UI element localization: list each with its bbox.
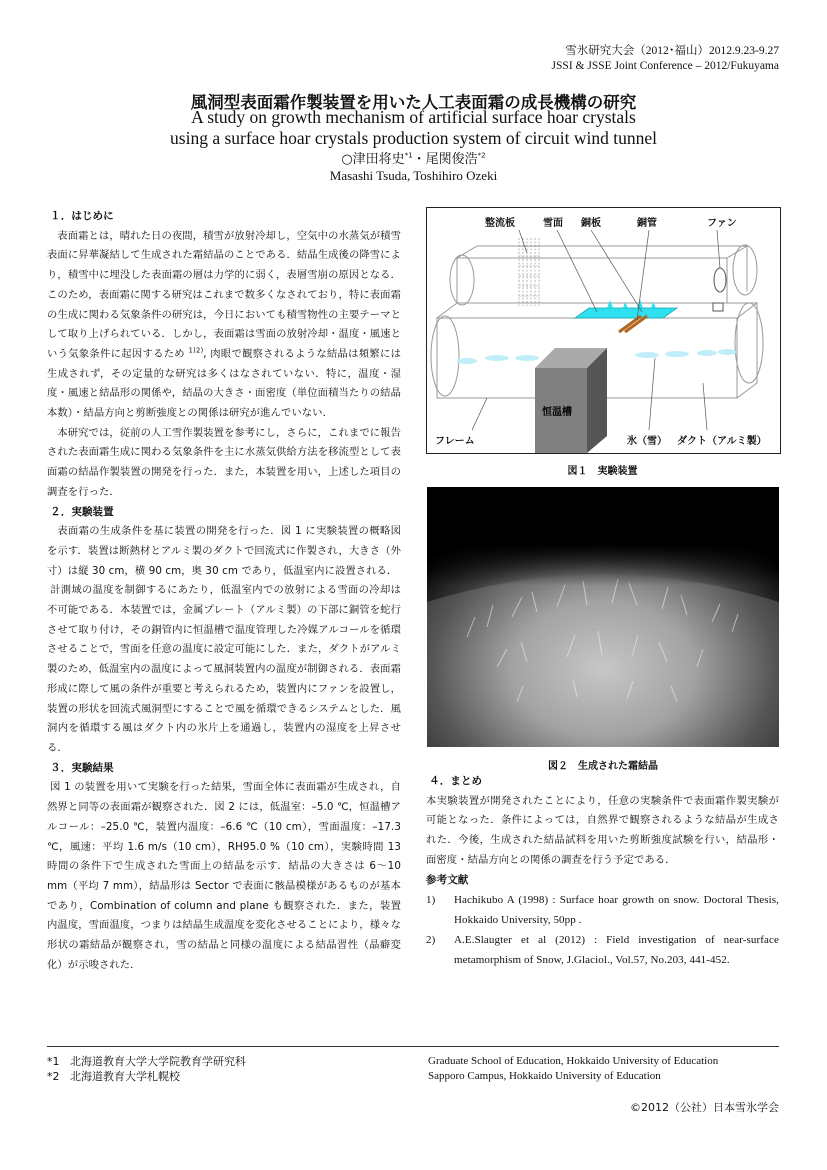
label-copper-plate: 銅板 <box>581 218 601 229</box>
author-tsuda-affil: *1 <box>404 151 413 160</box>
title-en-line1: A study on growth mechanism of artificial surface hoar crystals <box>191 107 636 127</box>
right-column <box>426 772 779 970</box>
copyright: ©2012（公社）日本雪氷学会 <box>630 1101 779 1114</box>
reference-item <box>426 930 779 970</box>
footnote-2-mark: *2 <box>47 1070 60 1083</box>
reference-item <box>426 890 779 930</box>
reference-text: A.E.Slaugter et al (2012) : Field investigation of near-surface metamorphism of Snow, J.Glaciol., Vol.57, No.203, 441-452. <box>454 934 779 967</box>
label-thermostat: 恒温槽 <box>542 407 572 418</box>
section-2-heading: ２．実験装置 <box>50 505 114 518</box>
figure-2-photo <box>427 487 779 747</box>
intro-text-a: 表面霜とは，晴れた日の夜間，積雪が放射冷却し，空気中の水蒸気が積雪表面に昇華凝結して生成された霜結晶のことである．結晶生成後の降雪により，積雪中に埋没した表面霜の層は力学的に弱く，表層雪崩の原因となる．このため，表面霜に関する研究はこれまで数多くなされており，特に表面霜の生成に関わる気象条件の研究は，今日においても積雪物性の主要テーマとして取り上げられている．しかし，表面霜は雪面の放射冷却・温度・風速という気象条件に起因するため <box>47 229 401 360</box>
footnote-divider <box>47 1046 779 1047</box>
authors-jp <box>0 148 827 167</box>
footnote-2-jp: 北海道教育大学札幌校 <box>70 1070 180 1083</box>
footnote-1 <box>47 1054 246 1069</box>
title-jp: 風洞型表面霜作製装置を用いた人工表面霜の成長機構の研究 <box>190 93 637 112</box>
paragraph-intro-2: 本研究では，従前の人工雪作製装置を参考にし，さらに，これまでに報告された表面霜生成に関わる気象条件を主に水蒸気供給方法を移流型として表面霜の結晶作製装置の開発を行った．また，本装置を用い，上述した項目の調査を行った． <box>47 426 401 498</box>
label-duct: ダクト（アルミ製） <box>677 436 767 447</box>
left-column <box>47 207 401 975</box>
figure-2-caption: 図２ 生成された霜結晶 <box>548 761 658 772</box>
reference-number: 1) <box>426 894 436 907</box>
label-ice: 氷（雪） <box>627 436 667 447</box>
figure-1-diagram <box>426 207 781 454</box>
apparatus-diagram <box>427 208 780 453</box>
paragraph-intro-1 <box>47 227 401 424</box>
conference-en: JSSI & JSSE Joint Conference – 2012/Fukuyama <box>551 60 779 72</box>
references-heading: 参考文献 <box>426 873 469 886</box>
figure-1-caption: 図１ 実験装置 <box>567 466 638 477</box>
paragraph-summary: 本実験装置が開発されたことにより，任意の実験条件で表面霜作製実験が可能となった．条件によっては，自然界で観察されるような結晶が生成された．今後，生成された結晶試料を用いた剪断強度試験を行い，結晶形・面密度・結晶方向との関係の調査を行う予定である． <box>426 794 779 866</box>
reference-text: Hachikubo A (1998) : Surface hoar growth on snow. Doctoral Thesis, Hokkaido University, 50pp . <box>454 894 779 927</box>
author-ozeki-affil: *2 <box>477 151 486 160</box>
section-3-heading: ３．実験結果 <box>50 761 114 774</box>
reference-list <box>426 890 779 970</box>
footnote-1-mark: *1 <box>47 1055 60 1068</box>
footnote-1-en: Graduate School of Education, Hokkaido University of Education <box>428 1055 719 1067</box>
label-copper-pipe: 銅管 <box>637 218 657 229</box>
footnote-1-jp: 北海道教育大学大学院教育学研究科 <box>70 1055 246 1068</box>
label-straightener: 整流板 <box>485 218 515 229</box>
author-ozeki: ・尾関俊浩 <box>412 152 478 167</box>
snow-plate-shape <box>575 308 677 318</box>
section-1-heading: １．はじめに <box>50 210 114 222</box>
paragraph-apparatus-1: 表面霜の生成条件を基に装置の開発を行った．図 1 に実験装置の概略図を示す．装置は断熱材とアルミ製のダクトで回流式に作製され，大きさ（外寸）は縦 30 cm，横 90 cm，奥 30 cm であり，低温室内に設置される． <box>47 525 401 577</box>
title-en-line2: using a surface hoar crystals production system of circuit wind tunnel <box>170 128 657 148</box>
label-snow-surface: 雪面 <box>543 218 563 229</box>
paragraph-results: 図 1 の装置を用いて実験を行った結果，雪面全体に表面霜が生成され，自然界と同等の表面霜が観察された．図 2 には，低温室：–5.0 ℃，恒温槽アルコール：–25.0 ℃，装置内温度：–6.6 ℃（10 cm），雪面温度：–17.3 ℃，風速：平均 1.6 m/s（10 cm），RH95.0 %（10 cm），実験時間 13 時間の条件下で生成された雪面上の結晶を示す．結晶の大きさは 6〜10 mm（平均 7 mm），結晶形は Sector で表面に骸晶模様があるものが基本であり，Combination of column and plane も観察された．また，装置内温度，雪面温度，つまりは結晶生成温度を変化させることにより，様々な形状の霜結晶が観察され，雪の結晶と同様の温度による結晶習性（晶癖変化）が示唆された． <box>47 781 401 971</box>
label-fan: ファン <box>707 218 737 229</box>
conference-header <box>552 44 779 74</box>
footnote-2-en: Sapporo Campus, Hokkaido University of Education <box>428 1070 661 1082</box>
intro-citation: 1)2) <box>188 346 204 355</box>
frost-crystals-image <box>427 487 779 747</box>
conference-jp: 雪氷研究大会（2012･福山）2012.9.23-9.27 <box>565 45 779 57</box>
label-frame: フレーム <box>435 436 475 447</box>
paragraph-apparatus-2: 計測域の温度を制御するにあたり，低温室内での放射による雪面の冷却は不可能である．本装置では，金属プレート（アルミ製）の下部に銅管を蛇行させて取り付け，その銅管内に恒温槽で温度管理した冷媒アルコールを循環させることで，雪面を任意の温度に設定可能にした．また，ダクトがアルミ製のため，低温室内の温度によって風洞装置内の温度が制御される．表面霜形成に際して風の条件が重要と考えられるため，装置内にファンを設置し，装置の形状を回流式風洞型にすることで風を循環できるシステムとした．風洞内を循環する風はダクト内の氷片上を通過し，装置内の湿度を上昇させる． <box>47 584 401 754</box>
intro-text-b: , 肉眼で観察されるような結晶は頻繁には生成されず，その定量的な研究は多くはなされていない．特に，温度・湿度・風速と結晶形の関係や，結晶の大きさ・面密度（単位面積当たりの結晶本数）・結晶方向と剪断強度との関係は研究が進んでいない． <box>47 347 401 420</box>
section-4-heading: ４．まとめ <box>429 775 483 787</box>
authors-en: Masashi Tsuda, Toshihiro Ozeki <box>329 168 498 183</box>
footnote-2 <box>47 1069 180 1084</box>
reference-number: 2) <box>426 934 436 947</box>
author-tsuda: ○津田将史 <box>341 152 405 167</box>
